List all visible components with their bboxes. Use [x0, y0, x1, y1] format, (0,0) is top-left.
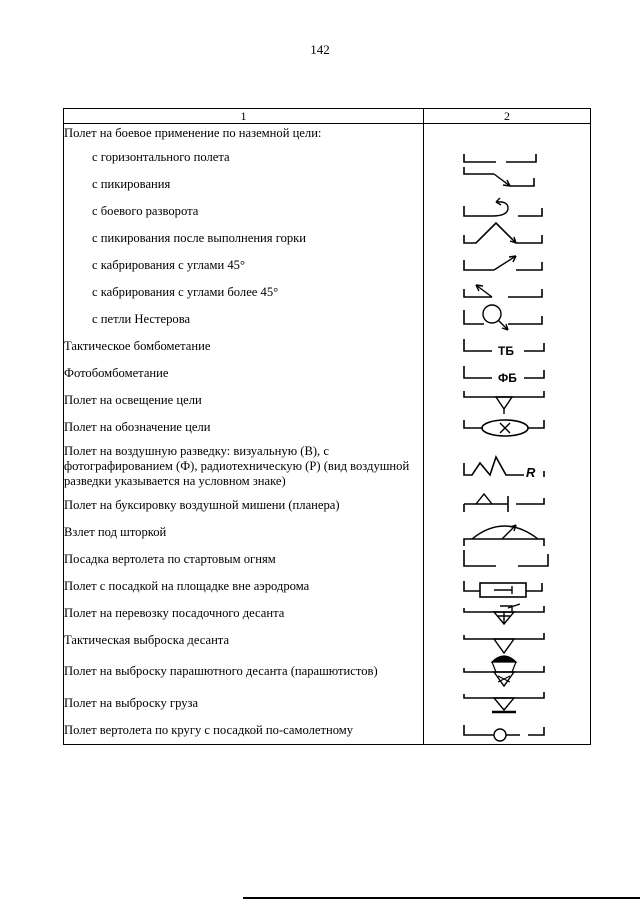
symbol-label: R	[526, 464, 536, 480]
row-text: Посадка вертолета по стартовым огням	[64, 546, 424, 573]
table-row	[64, 333, 591, 360]
row-text: с кабрирования с углами более 45°	[64, 279, 424, 306]
row-text: Полет вертолета по кругу с посадкой по-самолетному	[64, 717, 424, 745]
table-row	[64, 279, 591, 306]
row-symbol-cell	[424, 387, 591, 414]
pitch-up-over-45-symbol	[424, 279, 591, 306]
row-symbol-cell	[424, 690, 591, 717]
column-header-2: 2	[424, 109, 591, 124]
symbol-label: ТБ	[498, 343, 514, 358]
cargo-drop-symbol	[424, 690, 591, 717]
row-symbol-cell	[424, 573, 591, 600]
target-marking-symbol	[424, 414, 591, 441]
symbols-table	[63, 108, 591, 745]
row-text: Полет с посадкой на площадке вне аэродрома	[64, 573, 424, 600]
row-symbol-cell	[424, 519, 591, 546]
paratroopers-drop-symbol	[424, 654, 591, 690]
row-symbol-cell	[424, 171, 591, 198]
table-row	[64, 306, 591, 333]
row-text: с пикирования после выполнения горки	[64, 225, 424, 252]
row-text: Полет на освещение цели	[64, 387, 424, 414]
table-row	[64, 690, 591, 717]
row-symbol-cell	[424, 654, 591, 690]
helicopter-circuit-landing-symbol	[424, 717, 591, 744]
air-reconnaissance-symbol	[424, 441, 591, 492]
row-text: Взлет под шторкой	[64, 519, 424, 546]
landing-troops-transport-symbol	[424, 600, 591, 627]
row-symbol-cell	[424, 492, 591, 519]
page-number: 142	[310, 42, 330, 57]
table-row	[64, 441, 591, 492]
row-text: с петли Нестерова	[64, 306, 424, 333]
dive-after-climb-symbol	[424, 225, 591, 252]
table-row	[64, 414, 591, 441]
table-row	[64, 627, 591, 654]
row-symbol-cell	[424, 414, 591, 441]
row-text: Полет на воздушную разведку: визуальную (В), с фотографированием (Ф), радиотехническую (Р) (вид воздушной разведки указывается на условном знаке)	[64, 441, 424, 492]
row-symbol-cell	[424, 279, 591, 306]
row-text: Тактическая выброска десанта	[64, 627, 424, 654]
row-symbol-cell	[424, 360, 591, 387]
row-symbol-cell	[424, 546, 591, 573]
table-row	[64, 573, 591, 600]
row-symbol-cell	[424, 717, 591, 745]
table-row	[64, 387, 591, 414]
table-row	[64, 144, 591, 171]
table-row	[64, 225, 591, 252]
table-row	[64, 360, 591, 387]
tactical-bombing-symbol	[424, 333, 591, 360]
row-text: с кабрирования с углами 45°	[64, 252, 424, 279]
helicopter-landing-lights-symbol	[424, 546, 591, 573]
horizontal-flight-symbol	[424, 144, 591, 171]
table-row	[64, 600, 591, 627]
row-text: Полет на обозначение цели	[64, 414, 424, 441]
symbol-label: ФБ	[498, 370, 517, 385]
table-row	[64, 546, 591, 573]
row-symbol-cell	[424, 306, 591, 333]
row-text: Полет на выброску парашютного десанта (парашютистов)	[64, 654, 424, 690]
column-header-1: 1	[64, 109, 424, 124]
row-symbol-cell	[424, 627, 591, 654]
row-text: Фотобомбометание	[64, 360, 424, 387]
row-text: Полет на боевое применение по наземной цели:	[64, 124, 424, 144]
table-header-row	[64, 109, 591, 124]
row-symbol-cell	[424, 124, 591, 144]
table-row	[64, 654, 591, 690]
dive-symbol	[424, 171, 591, 198]
row-symbol-cell	[424, 333, 591, 360]
row-symbol-cell	[424, 441, 591, 492]
bottom-rule	[243, 897, 640, 899]
combat-turn-symbol	[424, 198, 591, 225]
row-text: Полет на перевозку посадочного десанта	[64, 600, 424, 627]
row-text: Тактическое бомбометание	[64, 333, 424, 360]
pitch-up-45-symbol	[424, 252, 591, 279]
row-symbol-cell	[424, 144, 591, 171]
row-symbol-cell	[424, 600, 591, 627]
row-symbol-cell	[424, 252, 591, 279]
table-row	[64, 519, 591, 546]
nesterov-loop-symbol	[424, 306, 591, 333]
table-row	[64, 717, 591, 745]
row-text: с пикирования	[64, 171, 424, 198]
table-row	[64, 198, 591, 225]
target-illumination-symbol	[424, 387, 591, 414]
row-text: Полет на буксировку воздушной мишени (планера)	[64, 492, 424, 519]
table-row	[64, 252, 591, 279]
target-towing-symbol	[424, 492, 591, 519]
row-symbol-cell	[424, 225, 591, 252]
row-text: с боевого разворота	[64, 198, 424, 225]
photo-bombing-symbol	[424, 360, 591, 387]
off-airfield-landing-symbol	[424, 573, 591, 600]
table-row	[64, 124, 591, 144]
tactical-airdrop-symbol	[424, 627, 591, 654]
row-text: с горизонтального полета	[64, 144, 424, 171]
table-row	[64, 492, 591, 519]
hooded-takeoff-symbol	[424, 519, 591, 546]
table-row	[64, 171, 591, 198]
row-text: Полет на выброску груза	[64, 690, 424, 717]
row-symbol-cell	[424, 198, 591, 225]
